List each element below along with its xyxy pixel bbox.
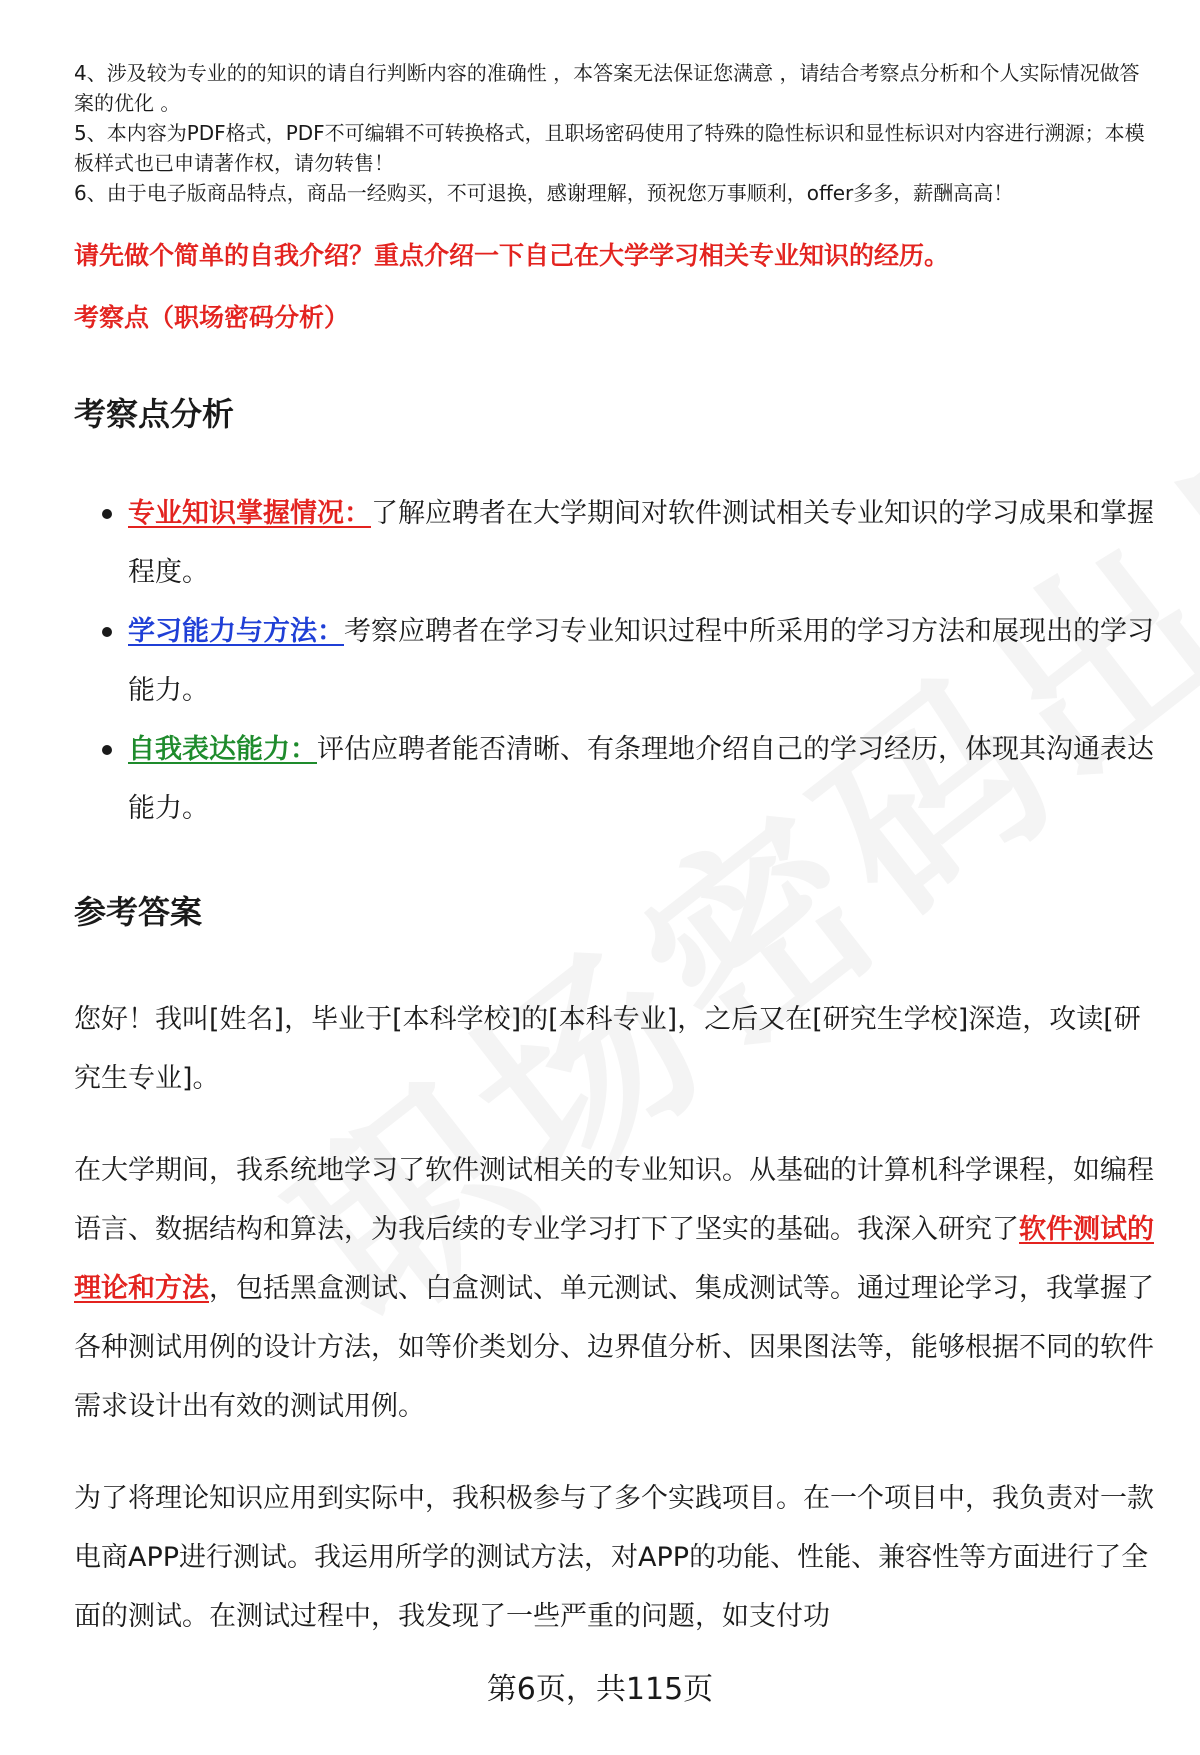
list-item [128,720,1154,838]
note-item: 6、由于电子版商品特点，商品一经购买，不可退换，感谢理解，预祝您万事顺利，offer多多，薪酬高高！ [74,181,1014,205]
answer-heading: 参考答案 [74,893,203,931]
interview-question: 请先做个简单的自我介绍？重点介绍一下自己在大学学习相关专业知识的经历。 [74,241,950,270]
answer-paragraph: 您好！我叫[姓名]，毕业于[本科学校]的[本科专业]，之后又在[研究生学校]深造，攻读[研究生专业]。 [74,1004,1141,1094]
note-item: 4、涉及较为专业的的知识的请自行判断内容的准确性 ，本答案无法保证您满意 ，请结合考察点分析和个人实际情况做答案的优化 。 [74,61,1140,115]
analysis-subtitle: 考察点（职场密码分析） [74,303,350,332]
answer-paragraph [74,1141,1154,1436]
answer-text: ，包括黑盒测试、白盒测试、单元测试、集成测试等。通过理论学习，我掌握了各种测试用例的设计方法，如等价类划分、边界值分析、因果图法等，能够根据不同的软件需求设计出有效的测试用例。 [74,1273,1154,1422]
point-text: 了解应聘者在大学期间对软件测试相关专业知识的学习成果和掌握程度。 [128,498,1154,588]
note-item: 5、本内容为PDF格式，PDF不可编辑不可转换格式，且职场密码使用了特殊的隐性标识和显性标识对内容进行溯源；本模板样式也已申请著作权，请勿转售！ [74,121,1145,175]
list-item [128,484,1154,602]
answer-body [74,990,1154,1646]
analysis-heading: 考察点分析 [74,395,235,433]
bullet-icon [102,745,112,755]
answer-highlight: 软件测试的理论和方法 [74,1214,1154,1304]
analysis-points-list [74,484,1154,838]
document-page [74,58,1154,1646]
answer-text: 在大学期间，我系统地学习了软件测试相关的专业知识。从基础的计算机科学课程，如编程语言、数据结构和算法，为我后续的专业学习打下了坚实的基础。我深入研究了 [74,1155,1154,1245]
point-keyword: 自我表达能力： [128,734,317,765]
point-text: 评估应聘者能否清晰、有条理地介绍自己的学习经历，体现其沟通表达能力。 [128,734,1154,824]
page-number: 第6页，共115页 [486,1672,714,1707]
notes-block [74,58,1154,208]
bullet-icon [102,627,112,637]
list-item [128,602,1154,720]
bullet-icon [102,509,112,519]
point-keyword: 专业知识掌握情况： [128,498,371,529]
answer-paragraph: 为了将理论知识应用到实际中，我积极参与了多个实践项目。在一个项目中，我负责对一款电商APP进行测试。我运用所学的测试方法，对APP的功能、性能、兼容性等方面进行了全面的测试。在测试过程中，我发现了一些严重的问题，如支付功 [74,1483,1154,1632]
point-keyword: 学习能力与方法： [128,616,344,647]
point-text: 考察应聘者在学习专业知识过程中所采用的学习方法和展现出的学习能力。 [128,616,1154,706]
